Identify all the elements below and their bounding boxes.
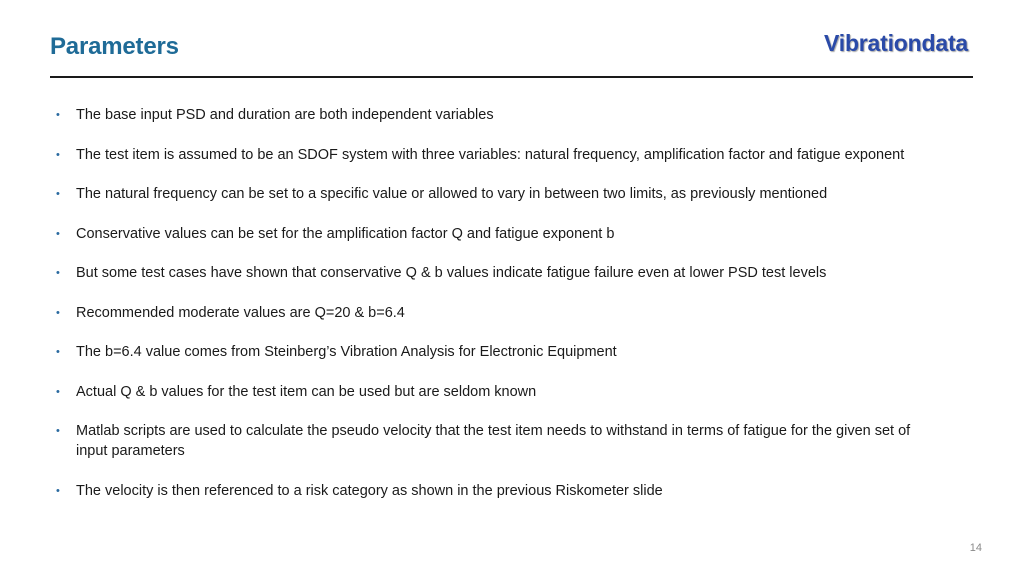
bullet-text: Conservative values can be set for the amplification factor Q and fatigue exponent b [76,225,615,242]
bullet-item [56,303,916,323]
bullet-text: The b=6.4 value comes from Steinberg’s Vibration Analysis for Electronic Equipment [76,344,617,360]
bullet-item [56,263,916,283]
bullet-icon: • [56,425,60,437]
bullet-item [56,224,916,244]
bullet-text: Actual Q & b values for the test item can be used but are seldom known [76,383,537,400]
bullet-icon: • [56,227,60,240]
page-number: 14 [969,542,982,554]
bullet-icon: • [56,385,60,398]
page-title: Parameters [50,33,179,60]
bullet-item [56,184,916,204]
bullet-item [56,421,916,461]
bullet-icon: • [56,484,60,497]
bullet-icon: • [56,267,60,279]
title-divider [50,76,973,78]
bullet-list [56,105,916,520]
bullet-text: But some test cases have shown that conservative Q & b values indicate fatigue failure even at lower PSD test levels [76,265,827,281]
bullet-icon: • [56,306,60,319]
bullet-text: The test item is assumed to be an SDOF system with three variables: natural frequency, amplification factor and fatigue exponent [76,146,905,163]
bullet-text: Matlab scripts are used to calculate the pseudo velocity that the test item needs to withstand in terms of fatigue for the given set of input parameters [76,423,911,459]
brand-logo-text: Vibrationdata [824,30,968,56]
bullet-icon: • [56,188,60,200]
bullet-text: The base input PSD and duration are both independent variables [76,107,494,123]
bullet-item [56,342,916,362]
bullet-item [56,382,916,402]
bullet-icon: • [56,346,60,358]
bullet-text: Recommended moderate values are Q=20 & b=6.4 [76,304,405,321]
bullet-item [56,105,916,125]
bullet-text: The velocity is then referenced to a risk category as shown in the previous Riskometer slide [76,482,663,499]
bullet-icon: • [56,148,60,161]
bullet-item [56,481,916,501]
bullet-text: The natural frequency can be set to a specific value or allowed to vary in between two limits, as previously mentioned [76,186,828,202]
bullet-icon: • [56,109,60,121]
bullet-item [56,145,916,165]
